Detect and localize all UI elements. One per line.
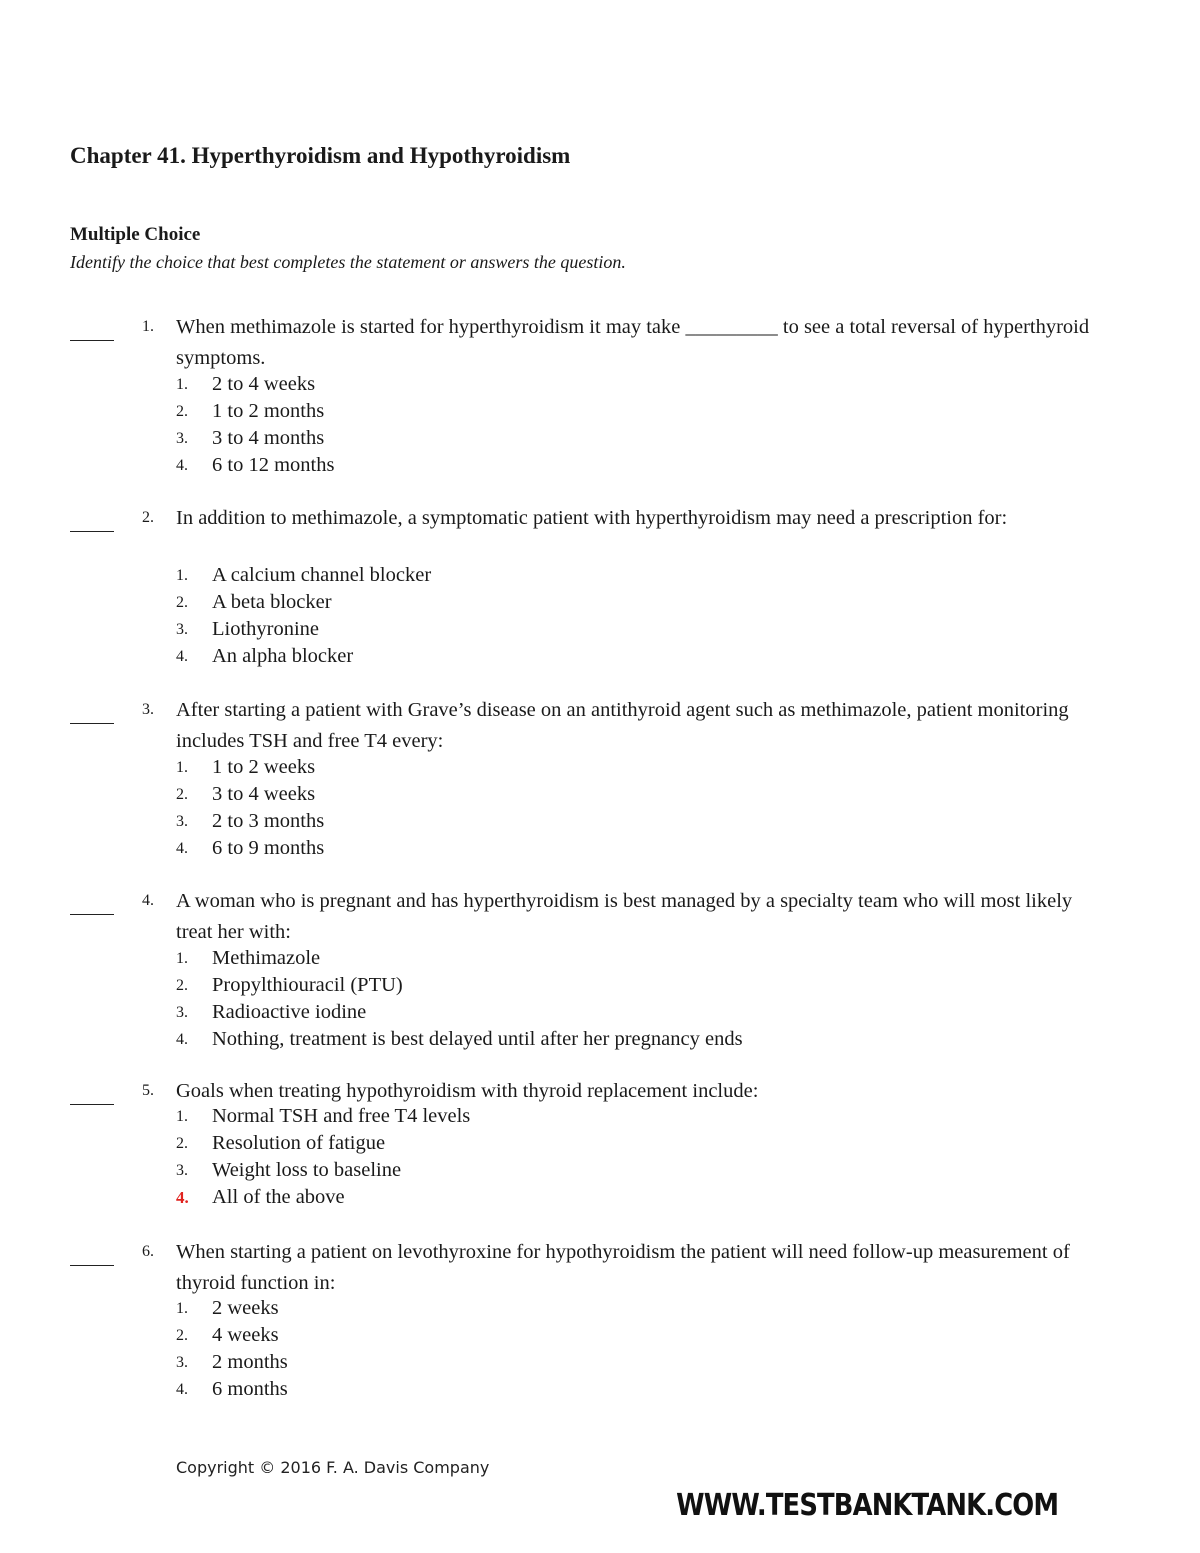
choice-number: 4.: [176, 648, 188, 665]
question-text: When starting a patient on levothyroxine for hypothyroidism the patient will need follow-up measurement of thyroid function in:: [176, 1241, 1070, 1294]
choice-number: 2.: [176, 403, 188, 420]
choice-number: 2.: [176, 594, 188, 611]
choice-text: 2 months: [212, 1351, 288, 1373]
choice-text: 2 weeks: [212, 1297, 279, 1319]
question-text: In addition to methimazole, a symptomatic patient with hyperthyroidism may need a prescription for:: [176, 507, 1008, 529]
choice-text: 3 to 4 weeks: [212, 783, 316, 805]
choice-text: Resolution of fatigue: [212, 1132, 386, 1154]
choice-text: 2 to 4 weeks: [212, 373, 316, 395]
answer-blank[interactable]: [70, 316, 114, 341]
choice-number: 2.: [176, 977, 188, 994]
question-text: When methimazole is started for hyperthyroidism it may take _________ to see a total reversal of hyperthyroid symptoms.: [176, 316, 1090, 369]
choice-number: 3.: [176, 621, 188, 638]
question-number: 1.: [142, 318, 154, 335]
choice-text: Radioactive iodine: [212, 1001, 367, 1023]
choice-number: 1.: [176, 950, 188, 967]
question-3: [0, 699, 1200, 889]
choice-text: Methimazole: [212, 947, 321, 969]
question-number: 3.: [142, 701, 154, 718]
choice-text: Normal TSH and free T4 levels: [212, 1105, 471, 1127]
choice-text: Weight loss to baseline: [212, 1159, 402, 1181]
choice-text: An alpha blocker: [212, 645, 354, 667]
question-text: After starting a patient with Grave’s disease on an antithyroid agent such as methimazole, patient monitoring includes TSH and free T4 every:: [176, 699, 1069, 752]
choice-text: 4 weeks: [212, 1324, 279, 1346]
choice-text: Propylthiouracil (PTU): [212, 974, 403, 996]
answer-blank[interactable]: [70, 1241, 114, 1266]
choice-number: 2.: [176, 1327, 188, 1344]
choice-number: 1.: [176, 1300, 188, 1317]
choice-number: 3.: [176, 1162, 188, 1179]
choice-text: Nothing, treatment is best delayed until after her pregnancy ends: [212, 1028, 743, 1050]
question-number: 6.: [142, 1243, 154, 1260]
choice-number: 3.: [176, 1004, 188, 1021]
choice-number: 1.: [176, 1108, 188, 1125]
question-2: [0, 507, 1200, 697]
correct-answer-number: 4.: [176, 1188, 189, 1207]
instructions: Identify the choice that best completes the statement or answers the question.: [70, 252, 626, 272]
choice-text: 6 to 12 months: [212, 454, 335, 476]
section-heading: Multiple Choice: [70, 224, 201, 245]
choice-number: 3.: [176, 1354, 188, 1371]
question-text: A woman who is pregnant and has hyperthyroidism is best managed by a specialty team who will most likely treat her with:: [176, 890, 1073, 943]
question-1: [0, 316, 1200, 506]
choice-number: 4.: [176, 1381, 188, 1398]
choice-number: 2.: [176, 786, 188, 803]
question-4: [0, 890, 1200, 1080]
choice-number: 2.: [176, 1135, 188, 1152]
choice-text: 2 to 3 months: [212, 810, 325, 832]
choice-text: Liothyronine: [212, 618, 320, 640]
choice-text: All of the above: [212, 1186, 345, 1208]
answer-blank[interactable]: [70, 890, 114, 915]
answer-blank[interactable]: [70, 1080, 114, 1105]
choice-text: A beta blocker: [212, 591, 332, 613]
choice-number: 3.: [176, 813, 188, 830]
choice-text: 3 to 4 months: [212, 427, 325, 449]
choice-number: 4.: [176, 1031, 188, 1048]
choice-text: 6 months: [212, 1378, 288, 1400]
choice-text: 1 to 2 weeks: [212, 756, 316, 778]
choice-number: 1.: [176, 567, 188, 584]
question-number: 4.: [142, 892, 154, 909]
choice-number: 3.: [176, 430, 188, 447]
choice-text: 1 to 2 months: [212, 400, 325, 422]
answer-blank[interactable]: [70, 507, 114, 532]
question-text: Goals when treating hypothyroidism with thyroid replacement include:: [176, 1080, 759, 1102]
copyright-notice: Copyright © 2016 F. A. Davis Company: [176, 1458, 490, 1477]
choice-number: 4.: [176, 840, 188, 857]
choice-text: 6 to 9 months: [212, 837, 325, 859]
watermark: WWW.TESTBANKTANK.COM: [676, 1488, 1058, 1523]
choice-number: 1.: [176, 759, 188, 776]
question-6: [0, 1241, 1200, 1431]
choice-number: 1.: [176, 376, 188, 393]
question-number: 5.: [142, 1082, 154, 1099]
question-number: 2.: [142, 509, 154, 526]
answer-blank[interactable]: [70, 699, 114, 724]
page-title: Chapter 41. Hyperthyroidism and Hypothyroidism: [70, 143, 571, 168]
choice-number: 4.: [176, 457, 188, 474]
choice-text: A calcium channel blocker: [212, 564, 432, 586]
